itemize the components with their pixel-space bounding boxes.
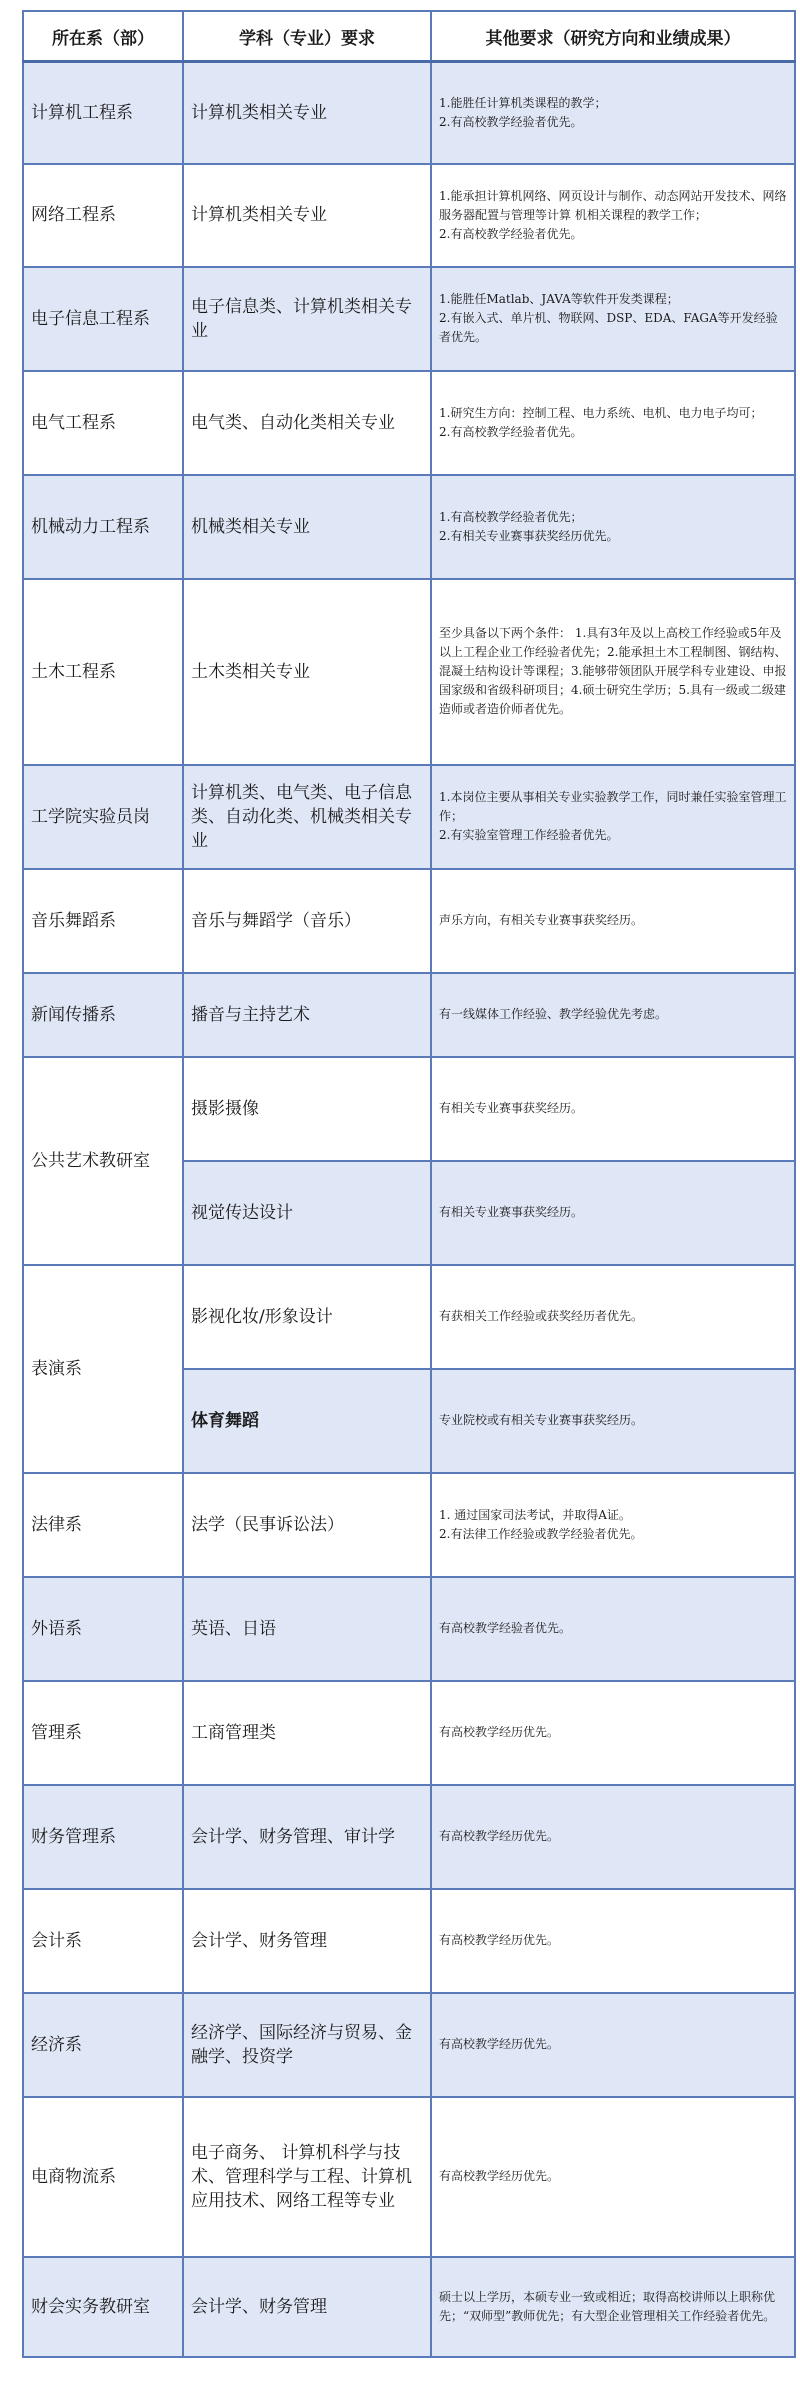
other-line: 专业院校或有相关专业赛事获奖经历。 — [439, 1413, 644, 1427]
subject-cell: 影视化妆/形象设计 — [183, 1265, 431, 1369]
header-subject: 学科（专业）要求 — [183, 11, 431, 62]
subject-cell: 法学（民事诉讼法） — [183, 1473, 431, 1577]
other-line: 有获相关工作经验或获奖经历者优先。 — [439, 1309, 644, 1323]
table-row — [23, 267, 795, 371]
table-row — [23, 2097, 795, 2257]
subject-cell: 电气类、自动化类相关专业 — [183, 371, 431, 475]
other-line: 1.本岗位主要从事相关专业实验教学工作，同时兼任实验室管理工作； — [439, 790, 787, 823]
subject-cell: 计算机类相关专业 — [183, 164, 431, 267]
other-line: 2.有法律工作经验或教学经验者优先。 — [439, 1526, 643, 1541]
other-line: 1.有高校教学经验者优先； — [439, 509, 583, 524]
dept-cell: 经济系 — [23, 1993, 183, 2097]
other-line: 有高校教学经历优先。 — [439, 1725, 560, 1739]
other-cell — [431, 371, 795, 475]
other-cell — [431, 267, 795, 371]
other-line: 2.有实验室管理工作经验者优先。 — [439, 828, 619, 842]
other-line: 有高校教学经历优先。 — [439, 2037, 560, 2051]
other-cell — [431, 1889, 795, 1993]
other-cell — [431, 765, 795, 869]
other-cell — [431, 1681, 795, 1785]
dept-cell: 外语系 — [23, 1577, 183, 1681]
dept-cell: 电气工程系 — [23, 371, 183, 475]
other-cell — [431, 1993, 795, 2097]
other-line: 1. 通过国家司法考试，并取得A证。 — [439, 1507, 631, 1522]
dept-cell: 音乐舞蹈系 — [23, 869, 183, 973]
other-cell — [431, 475, 795, 579]
subject-cell: 视觉传达设计 — [183, 1161, 431, 1265]
table-row — [23, 973, 795, 1057]
other-line: 1.能胜任计算机类课程的教学； — [439, 95, 607, 110]
other-cell — [431, 1473, 795, 1577]
other-line: 有相关专业赛事获奖经历。 — [439, 1205, 584, 1219]
other-cell — [431, 579, 795, 765]
subject-cell: 摄影摄像 — [183, 1057, 431, 1161]
subject-cell: 音乐与舞蹈学（音乐） — [183, 869, 431, 973]
subject-cell: 电子信息类、计算机类相关专业 — [183, 267, 431, 371]
other-line: 有高校教学经历优先。 — [439, 1829, 560, 1843]
dept-cell: 计算机工程系 — [23, 62, 183, 164]
header-other: 其他要求（研究方向和业绩成果） — [431, 11, 795, 62]
other-line: 1.能胜任Matlab、JAVA等软件开发类课程； — [439, 292, 679, 306]
other-cell — [431, 164, 795, 267]
table-row — [23, 1993, 795, 2097]
other-cell — [431, 2097, 795, 2257]
table-row — [23, 1785, 795, 1889]
table-row — [23, 62, 795, 164]
table-row — [23, 1681, 795, 1785]
dept-cell: 电商物流系 — [23, 2097, 183, 2257]
recruitment-table — [22, 10, 796, 2358]
other-line: 2.有高校教学经验者优先。 — [439, 114, 583, 129]
dept-cell: 网络工程系 — [23, 164, 183, 267]
subject-cell: 播音与主持艺术 — [183, 973, 431, 1057]
dept-cell: 会计系 — [23, 1889, 183, 1993]
dept-cell: 新闻传播系 — [23, 973, 183, 1057]
other-cell — [431, 1161, 795, 1265]
dept-cell: 管理系 — [23, 1681, 183, 1785]
other-line: 有一线媒体工作经验、教学经验优先考虑。 — [439, 1007, 668, 1021]
other-cell — [431, 1057, 795, 1161]
other-line: 1.研究生方向：控制工程、电力系统、电机、电力电子均可； — [439, 405, 763, 420]
subject-cell: 机械类相关专业 — [183, 475, 431, 579]
other-line: 硕士以上学历，本硕专业一致或相近；取得高校讲师以上职称优先；“双师型”教师优先；有大型企业管理相关工作经验者优先。 — [439, 2289, 776, 2323]
table-row — [23, 1265, 795, 1369]
dept-cell: 财会实务教研室 — [23, 2257, 183, 2357]
dept-cell: 工学院实验员岗 — [23, 765, 183, 869]
table-row — [23, 579, 795, 765]
subject-cell: 英语、日语 — [183, 1577, 431, 1681]
table-row — [23, 475, 795, 579]
table-row — [23, 1473, 795, 1577]
dept-cell: 土木工程系 — [23, 579, 183, 765]
other-line: 有相关专业赛事获奖经历。 — [439, 1101, 584, 1115]
subject-cell: 计算机类、电气类、电子信息类、自动化类、机械类相关专业 — [183, 765, 431, 869]
other-line: 2.有高校教学经验者优先。 — [439, 424, 583, 439]
table-row — [23, 371, 795, 475]
dept-cell: 公共艺术教研室 — [23, 1057, 183, 1265]
other-cell — [431, 62, 795, 164]
table-row — [23, 1889, 795, 1993]
header-dept: 所在系（部） — [23, 11, 183, 62]
other-cell — [431, 2257, 795, 2357]
subject-cell: 工商管理类 — [183, 1681, 431, 1785]
other-line: 2.有嵌入式、单片机、物联网、DSP、EDA、FAGA等开发经验者优先。 — [439, 311, 778, 344]
other-cell — [431, 1265, 795, 1369]
table-row — [23, 765, 795, 869]
subject-cell: 体育舞蹈 — [183, 1369, 431, 1473]
other-line: 2.有相关专业赛事获奖经历优先。 — [439, 528, 619, 543]
other-cell — [431, 869, 795, 973]
other-cell — [431, 1577, 795, 1681]
dept-cell: 电子信息工程系 — [23, 267, 183, 371]
other-line: 2.有高校教学经验者优先。 — [439, 226, 583, 241]
subject-cell: 土木类相关专业 — [183, 579, 431, 765]
other-line: 1.能承担计算机网络、网页设计与制作、动态网站开发技术、网络服务器配置与管理等计算 机相关课程的教学工作； — [439, 188, 787, 222]
subject-cell: 经济学、国际经济与贸易、金融学、投资学 — [183, 1993, 431, 2097]
table-header-row — [23, 11, 795, 62]
dept-cell: 表演系 — [23, 1265, 183, 1473]
other-line: 有高校教学经历优先。 — [439, 1933, 560, 1947]
other-cell — [431, 1785, 795, 1889]
subject-cell: 会计学、财务管理、审计学 — [183, 1785, 431, 1889]
other-line: 声乐方向，有相关专业赛事获奖经历。 — [439, 913, 644, 927]
dept-cell: 法律系 — [23, 1473, 183, 1577]
other-line: 有高校教学经验者优先。 — [439, 1621, 572, 1635]
table-row — [23, 1577, 795, 1681]
subject-cell: 会计学、财务管理 — [183, 1889, 431, 1993]
other-line: 至少具备以下两个条件： 1.具有3年及以上高校工作经验或5年及以上工程企业工作经验者优先；2.能承担土木工程制图、钢结构、混凝土结构设计等课程；3.能够带领团队开展学科专业建设、申报国家级和省级科研项目；4.硕士研究生学历；5.具有一级或二级建造师或者造价师者优先。 — [439, 626, 787, 716]
table-row — [23, 164, 795, 267]
table-row — [23, 2257, 795, 2357]
table-row — [23, 869, 795, 973]
other-cell — [431, 1369, 795, 1473]
subject-cell: 电子商务、 计算机科学与技术、管理科学与工程、计算机应用技术、网络工程等专业 — [183, 2097, 431, 2257]
other-line: 有高校教学经历优先。 — [439, 2169, 560, 2183]
subject-cell: 会计学、财务管理 — [183, 2257, 431, 2357]
dept-cell: 机械动力工程系 — [23, 475, 183, 579]
dept-cell: 财务管理系 — [23, 1785, 183, 1889]
other-cell — [431, 973, 795, 1057]
subject-cell: 计算机类相关专业 — [183, 62, 431, 164]
table-row — [23, 1057, 795, 1161]
